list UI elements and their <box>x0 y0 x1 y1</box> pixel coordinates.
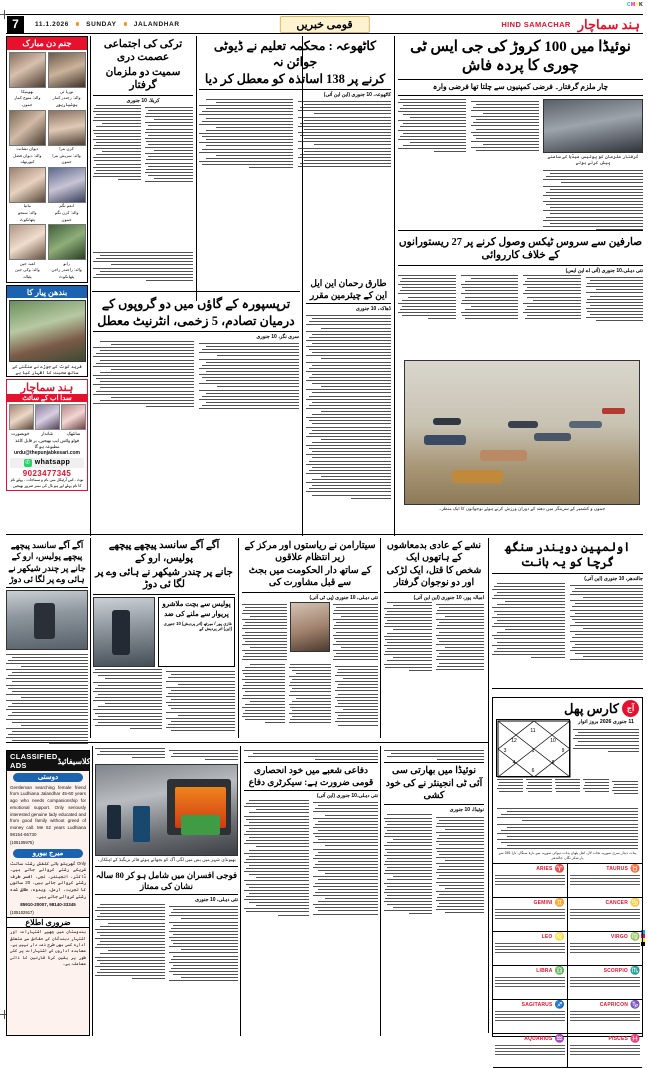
headline-rule <box>384 804 484 805</box>
zodiac-name: AQUARIUS <box>524 1036 553 1043</box>
headline: ترپسپورہ کے گاؤں میں دو گروپوں کے <box>101 297 291 311</box>
child-parents: والد: راجندر راجن <box>51 267 82 273</box>
section-rule <box>384 762 484 763</box>
zodiac-header <box>570 899 641 907</box>
promo-kid-photo <box>9 404 34 430</box>
section-rule <box>6 534 643 535</box>
article-body <box>244 800 378 1040</box>
child-parents: والد: دیوان فضل <box>13 152 42 158</box>
publication-day: SUNDAY <box>86 20 117 28</box>
child-name: نوریا ئی <box>59 88 74 94</box>
child-photo <box>48 167 86 203</box>
child-place: جموں <box>22 102 33 108</box>
article-olympian <box>492 540 643 723</box>
horoscope-footer: پنڈت دیدار سری سوریہ نجات لال، لعل پٹھان پنڈت دیوکی سوریہ سے بارہ سنگار، تارا 281 سے پار شکر نگار، جالندھر <box>498 851 637 860</box>
zodiac-text <box>570 875 641 885</box>
article-police-chase <box>6 540 88 770</box>
cmyk-c: C <box>627 2 631 8</box>
section-rule <box>492 688 643 689</box>
birthday-photo-grid <box>7 50 87 282</box>
svg-text:10: 10 <box>550 738 556 744</box>
article-body <box>306 313 391 531</box>
svg-text:12: 12 <box>511 738 517 744</box>
child-parents: والد: سریش بترا <box>52 152 81 158</box>
crab-icon: ♋ <box>630 898 640 908</box>
promo-kid-photos <box>7 402 87 431</box>
lion-icon: ♌ <box>554 932 565 942</box>
promo-footnote: نوٹ - اس آرٹیکل میں نام و سماجات - پہلے نام کا نام پہلے اور ہو بال کی نمبر ضرور بھیجیں <box>10 478 84 488</box>
headline-rule <box>306 303 391 304</box>
section-rule <box>6 742 488 743</box>
article-body <box>398 99 539 239</box>
zodiac-text <box>495 909 565 919</box>
zodiac-header <box>495 967 565 975</box>
article-body <box>93 341 299 526</box>
birthday-section-title: جنم دن مبارک <box>7 37 87 50</box>
ram-icon: ♈ <box>554 864 565 874</box>
article-drugs <box>492 688 643 689</box>
article-tarn-taran-clash <box>93 296 299 526</box>
couple-photo <box>9 300 86 362</box>
zodiac-name: VIRGO <box>610 934 629 941</box>
article-body-lead <box>95 748 238 762</box>
promo-kid-caption: سانتھک <box>67 431 81 437</box>
zodiac-text <box>495 977 565 987</box>
whatsapp-label: whatsapp <box>34 459 71 467</box>
zodiac-taurus <box>568 864 643 898</box>
headline: نوئیڈا میں 100 کروڑ کی جی ایس ٹی چوری کا پردہ فاش <box>410 39 631 75</box>
zodiac-text <box>495 875 565 885</box>
horoscope-samvat <box>493 805 642 851</box>
article-customs <box>93 250 193 288</box>
promo-subtitle: سدا اب کے سائٹ <box>7 394 87 402</box>
masthead <box>6 14 643 34</box>
virgin-icon: ♍ <box>630 932 640 942</box>
child-photo <box>9 167 47 203</box>
subheadline: چار ملزم گرفتار۔ فرضی کمپنیوں سے چلتا تھا فرضی وارہ <box>432 82 609 92</box>
zodiac-cancer <box>568 898 643 932</box>
article-body-lead <box>244 748 378 760</box>
brand-block <box>501 18 640 31</box>
headline-kicker <box>199 38 391 70</box>
article-body <box>93 250 193 288</box>
section-rule <box>95 866 238 867</box>
zodiac-leo <box>493 932 568 966</box>
column-rule <box>92 746 93 1036</box>
notice-title: ضروری اطلاع <box>7 917 89 928</box>
article-body-continued <box>543 168 643 238</box>
publication-edition: JALANDHAR <box>133 20 180 28</box>
classified-section-marriage-bureau: میرج بیورو <box>13 849 83 858</box>
classified-title-urdu: کلاسیفائیڈ <box>57 756 91 766</box>
zodiac-header <box>570 933 641 941</box>
article-dateline: جالندھر، 10 جنوری (این آئی) <box>584 575 643 582</box>
child-place: جموں <box>61 159 72 165</box>
zodiac-header <box>570 1035 641 1043</box>
article-dateline: نئی دہلی، 10 جنوری (پی ٹی آئی) <box>309 594 378 601</box>
zodiac-name: CAPRICON <box>599 1002 629 1009</box>
headline-rule <box>398 79 643 80</box>
zodiac-header <box>495 1001 565 1009</box>
headline: اولمپین دویندر سنگھ گرچا کو یہ ہانت <box>504 540 631 570</box>
child-place: جموں <box>61 216 72 222</box>
article-dateline: امبالہ پور، 10 جنوری (این این آئی) <box>413 594 484 601</box>
column-rule <box>380 538 381 738</box>
column-rule <box>240 746 241 1036</box>
birthday-entry <box>48 52 86 108</box>
column-rule <box>90 538 91 738</box>
zodiac-header <box>495 933 565 941</box>
child-parents: والد: رجندر کمار <box>52 95 81 101</box>
article-body <box>95 904 238 1044</box>
headline-rule <box>93 95 193 96</box>
headline: آگے آگے سانسد پیچھے پیچھے پولیس، ارو کے <box>10 540 84 561</box>
child-photo <box>48 224 86 260</box>
zodiac-name: PISCES <box>608 1036 629 1043</box>
zodiac-name: TAURUS <box>606 866 629 873</box>
headline-rule <box>244 790 378 791</box>
classified-ad-phone[interactable]: 85910-20007, 98140-33345 <box>20 901 76 907</box>
zodiac-name: SAGITARUS <box>521 1002 553 1009</box>
zodiac-header <box>570 865 641 873</box>
kundli-svg <box>497 720 571 778</box>
child-photo <box>9 52 47 88</box>
horoscope-header <box>493 698 642 717</box>
child-name: انعم نگم <box>59 203 74 209</box>
article-dateline: کربلا، 10 جنوری <box>126 97 160 104</box>
child-parents: والد: سنجو <box>18 210 37 216</box>
birthday-entry <box>48 110 86 166</box>
article-dateline: ڈھاکہ، 10 جنوری <box>355 306 391 313</box>
headline-secondary: درمیان تصادم، 5 زخمی، انٹرنیٹ معطل <box>97 314 295 328</box>
section-badge: قومی خبریں <box>279 16 369 33</box>
bus-fire-photo <box>95 764 238 856</box>
birthday-entry <box>9 52 47 108</box>
zodiac-name: LIBRA <box>536 968 553 975</box>
headline-rule <box>95 894 238 895</box>
column-rule <box>380 746 381 1036</box>
page-number: 7 <box>7 16 24 33</box>
svg-text:8: 8 <box>551 760 555 766</box>
zodiac-libra <box>493 966 568 1000</box>
headline-secondary: جانے پر چندر شیکھر نے ہائی وے پر لگا ئی دوڑ <box>8 562 86 584</box>
goat-icon: ♑ <box>630 1000 640 1010</box>
child-place: کپورتھلہ <box>20 159 35 165</box>
brand-name-urdu: ہند سماچار <box>577 16 640 32</box>
zodiac-name: LEO <box>541 934 553 941</box>
photo-caption: بھیونڈی شہر میں بس میں لگی آگ کو بجھاتے ہوئے فائر بریگیڈ کے اہلکار۔ <box>97 857 236 862</box>
classified-ad-reference: (105102917) <box>10 909 34 915</box>
zodiac-grid <box>493 863 642 1068</box>
promo-kid-caption: خوبصورت <box>11 431 30 437</box>
article-noida-gst <box>398 38 643 239</box>
article-dateline: نئی دہلی، 10 جنوری <box>195 896 238 903</box>
classified-ads-box <box>6 750 90 1036</box>
article-noida-suicide <box>384 748 484 1049</box>
zodiac-aries <box>493 864 568 898</box>
section-rule <box>244 762 378 763</box>
headline: ترکی کی اجتماعی عصمت دری <box>103 39 183 64</box>
headline-rule <box>93 594 235 595</box>
cmyk-m: M <box>630 2 636 8</box>
zodiac-name: SCORPIO <box>603 968 629 975</box>
pushups-photo-block <box>404 360 640 512</box>
child-parents: والد: وکی جین <box>15 267 40 273</box>
classified-ad-text: Gentleman searching female friend from Ludhiana Jalandhar 45-60 years ago who needs companionship for emotional support. Only seriously interested genuine lady educated and from good family without greed of money call. Me 52 years Ludhiana 98154-66730 <box>10 784 86 837</box>
classified-header <box>7 751 89 771</box>
headline-rule <box>384 592 484 593</box>
headline-secondary: کے ساتھ دار الحکومت میں بجٹ سے قبل مشاورت کی <box>248 566 372 589</box>
police-chase-photo <box>6 590 88 650</box>
promo-kid-photo <box>61 404 86 430</box>
zodiac-text <box>570 1011 641 1021</box>
birthday-entry <box>9 110 47 166</box>
headline: طارق رحمان این ایل این کے چیئرمین مقرر <box>309 278 388 300</box>
headline: فوجی افسران میں شامل ہو کر 80 سالہ نشان کی ممتاز <box>95 870 238 892</box>
headline: نشے کے عادی بدمعاشوں کے ہاتھوں ایک <box>386 541 482 564</box>
zodiac-text <box>495 1045 565 1055</box>
notice-text: ہندوستان میں چھپے اشتہارات اور اشتہار دہندگان کے حقائق سے متعلق ادارہ کسی بھی طرح ذمہ دار نہیں ہے۔ معاہدہ اداروں کے اشتہارات پر کلی طور پر یقین کرنا قارئین کا ذاتی معاملہ ہے۔ <box>10 929 86 966</box>
zodiac-name: CANCER <box>605 900 629 907</box>
pushups-photo <box>404 360 640 505</box>
kundli-chart <box>496 719 570 777</box>
kicker-text: کاٹھوعہ : <box>328 39 377 53</box>
svg-text:3: 3 <box>503 748 507 754</box>
article-dateline: سری نگر، 10 جنوری <box>256 334 299 340</box>
article-kathua-teachers <box>199 38 391 294</box>
child-name: بھومیکا <box>21 88 34 94</box>
child-place: پٹھانکوٹ <box>19 216 35 222</box>
article-dateline: کاٹھوعہ، 10 جنوری (این این آئی) <box>323 92 391 98</box>
svg-text:1: 1 <box>531 748 535 754</box>
photo-caption: گرفتار ملزمان کو پولیس میڈیا کے سامنے پیش کرتے ہوئے <box>547 153 639 165</box>
promo-instruction: فوٹو واٹس ایپ بھیجیں، بر قابل کاغذ مطبوعہ ہو گا <box>15 438 79 450</box>
article-bus-fire <box>95 748 238 1044</box>
article-restaurants-service-tax <box>398 236 643 370</box>
chase-photo <box>93 597 155 667</box>
zodiac-text <box>570 1045 641 1055</box>
column-rule <box>196 36 197 301</box>
zodiac-pisces <box>568 1034 643 1068</box>
birthday-entry <box>48 167 86 223</box>
column-rule <box>394 36 395 536</box>
child-parents: والد: کرن نگم <box>54 210 79 216</box>
promo-kid-photo <box>35 404 60 430</box>
zodiac-text <box>570 943 641 953</box>
zodiac-sagitarus <box>493 1000 568 1034</box>
zodiac-name: ARIES <box>536 866 553 873</box>
article-dateline: نئی دہلی،10 جنوری (آئی اے این ایس) <box>565 267 643 274</box>
arrested-suspects-photo <box>543 99 643 153</box>
child-photo <box>48 52 86 88</box>
svg-text:4: 4 <box>512 760 516 766</box>
zodiac-header <box>495 865 565 873</box>
whatsapp-row[interactable] <box>10 458 84 468</box>
cmyk-color-bar <box>627 2 643 8</box>
zodiac-header <box>570 967 641 975</box>
pullquote-line: پولیس سے بچت ملاشرو <box>162 600 231 609</box>
couple-ad-box <box>6 285 88 377</box>
section-rule <box>92 291 300 292</box>
headline: نوئیڈا میں بھارتی سی <box>392 766 476 776</box>
article-dateline: نوئیڈا، 10 جنوری <box>449 807 484 814</box>
child-name: رانو <box>63 260 70 266</box>
couple-ad-title: بندھن پیار کا <box>7 286 87 298</box>
child-photo <box>48 110 86 146</box>
child-name: لعبہ جین <box>19 260 35 266</box>
article-body <box>398 275 643 370</box>
classified-title-english: CLASSIFIED ADS <box>10 752 58 770</box>
archer-icon: ♐ <box>554 1000 565 1010</box>
section-rule <box>398 230 643 231</box>
article-tariq-rehman <box>306 278 391 531</box>
headline-rule <box>398 95 643 96</box>
whatsapp-number[interactable]: 9023477345 <box>22 469 72 479</box>
birthday-entry <box>9 224 47 280</box>
classified-section-friendship: دوستی <box>13 773 83 782</box>
headline-rule <box>6 587 88 588</box>
promo-kid-caption: شاندار <box>41 431 53 437</box>
zodiac-text <box>570 977 641 987</box>
article-defence-sector <box>244 748 378 1040</box>
birthday-entry <box>9 167 47 223</box>
separator-dot-icon <box>76 22 79 25</box>
child-photo <box>9 110 47 146</box>
zodiac-scorpio <box>568 966 643 1000</box>
sitharaman-portrait <box>290 602 330 652</box>
photo-caption: جموں و کشمیر کے سرینگر میں دھند کے دوران ورزش کرتے ہوئے نوجوانوں کا ایک منظر۔ <box>438 506 606 511</box>
svg-text:11: 11 <box>530 728 536 734</box>
column-rule <box>488 538 489 1033</box>
headline-rule <box>398 265 643 266</box>
article-body <box>199 99 391 294</box>
promo-logo: ہند سماچار <box>20 382 74 395</box>
zodiac-text <box>570 909 641 919</box>
svg-text:9: 9 <box>561 748 565 754</box>
separator-dot-icon <box>124 22 127 25</box>
zodiac-header <box>495 1035 565 1043</box>
brand-name-english: HIND SAMACHAR <box>501 19 571 29</box>
horoscope-panchang-details <box>493 779 642 805</box>
child-name: مانیا <box>23 203 31 209</box>
couple-ad-caption: فرید کوٹ کے جوڑے نے منگنی کے ساتھ محبت کا اظہار کیا ہے <box>12 364 82 376</box>
zodiac-header <box>570 1001 641 1009</box>
scorpion-icon: ♏ <box>630 966 640 976</box>
aaj-badge: آج <box>622 700 639 717</box>
zodiac-gemini <box>493 898 568 932</box>
birthday-entry <box>48 224 86 280</box>
headline-rule <box>199 89 391 90</box>
horoscope-date: 11 جنوری 2026 بروز اتوار <box>578 719 634 725</box>
child-place: پٹیالہ <box>23 273 32 279</box>
dateline <box>35 21 180 28</box>
bull-icon: ♉ <box>630 864 640 874</box>
left-sidebar <box>6 36 88 491</box>
horoscope-panchang <box>573 727 639 755</box>
zodiac-text <box>495 1011 565 1021</box>
headline: محکمہ تعلیم نے ڈیوٹی جوائن نہ <box>213 39 326 69</box>
article-body <box>333 602 378 662</box>
column-rule <box>238 538 239 738</box>
promo-email[interactable]: urdu@thepunjabkesari.com <box>14 450 80 457</box>
headline-secondary: جانے پر چندر شیکھر نے ہائی وے پر لگا ئی دوڑ <box>95 566 233 591</box>
birthday-box <box>6 36 88 283</box>
waterbearer-icon: ♒ <box>554 1034 565 1044</box>
zodiac-name: GEMINI <box>533 900 553 907</box>
headline-secondary: شخص کا قتل، ایک لڑکی اور دو نوجوان گرفتار <box>386 566 482 589</box>
classified-ad-reference: (105105975) <box>10 840 34 845</box>
zodiac-capricon <box>568 1000 643 1034</box>
zodiac-aquarius <box>493 1034 568 1068</box>
headline-rule <box>242 592 378 593</box>
article-dateline: نئی دہلی،10 جنوری (این آئی) <box>316 793 378 800</box>
pullquote-line: پریوار سے ملنے کی ضد <box>164 610 229 619</box>
horoscope-title: کارس پھل <box>563 700 619 716</box>
article-body <box>242 602 287 662</box>
cmyk-k: K <box>639 2 643 8</box>
child-parents: والد: منوج کمار <box>14 95 41 101</box>
child-photo <box>9 224 47 260</box>
article-dateline: غازی پور / میرٹھ (اتر پردیش) 10 جنوری (این) اتر پردیش کے <box>163 621 232 632</box>
column-rule <box>90 36 91 536</box>
twins-icon: ♊ <box>554 898 565 908</box>
classified-ad-text: Only گھریلو ہائی کلفش رشتہ سائٹ شریکے رشتے کرواتے جاتے ہیں۔ ڈاکٹر، انجینئر، نجی، افسر طرف رشتے کرواتے جاتے ہیں۔ 20 سالوں کا تجربہ۔ ارمل، ویدوہ، طلاق شدہ رشتے کروائے جاتے ہیں۔ <box>10 860 86 899</box>
promo-box <box>6 379 88 491</box>
scales-icon: ♎ <box>554 966 565 976</box>
article-body <box>384 814 484 1049</box>
article-body-lead <box>384 748 484 760</box>
child-place: پٹھانکوٹ <box>59 273 75 279</box>
child-name: دیوان نشانت <box>16 146 39 152</box>
publication-date: 11.1.2026 <box>35 20 69 28</box>
zodiac-virgo <box>568 932 643 966</box>
headline: صارفین سے سروس ٹیکس وصول کرنے پر 27 ریستورانوں کے خلاف کارروائی <box>398 237 643 262</box>
zodiac-text <box>495 943 565 953</box>
headline: سیتارامن نے ریاستوں اور مرکز کے زیر انتظام علاقوں <box>244 541 376 564</box>
cmyk-y: Y <box>635 2 640 8</box>
zodiac-header <box>495 899 565 907</box>
headline-rule <box>93 331 299 332</box>
child-name: کرن بترا <box>59 146 74 152</box>
svg-text:6: 6 <box>531 768 535 774</box>
headline-rule <box>492 573 643 574</box>
fish-icon: ♓ <box>630 1034 640 1044</box>
headline-secondary: سمیت دو ملزمان گرفتار <box>105 66 181 92</box>
horoscope-box <box>492 697 643 1044</box>
headline-secondary: کرنے پر 138 اساتذہ کو معطل کر دیا <box>204 72 386 86</box>
headline: دفاعی شعبے میں خود انحصاری قومی ضرورت ہے: سیکرٹری دفاع <box>248 765 374 787</box>
headline-secondary: آئی ٹی انجینئر نے کی خود کشی <box>385 779 483 802</box>
child-place: ہوشیارپور <box>55 102 78 108</box>
headline: آگے آگے سانسد پیچھے پیچھے پولیس، ارو کے <box>108 540 220 564</box>
whatsapp-icon: ✆ <box>25 460 31 467</box>
